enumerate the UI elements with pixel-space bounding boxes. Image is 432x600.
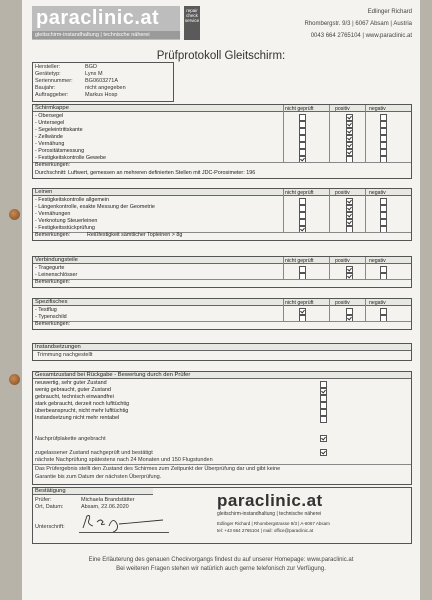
place-date: Absam, 22.06.2020 [81,504,129,510]
remarks-label: Bemerkungen: [35,321,71,327]
section-title: Leinen [33,189,411,196]
checkbox-not-checked[interactable] [299,149,306,156]
condition-checkbox[interactable] [320,388,327,395]
column-header: nicht geprüft [285,105,314,112]
section-0 [32,104,412,179]
footer-line: Bei weiteren Fragen stehen wir natürlich auch gerne telefonisch zur Verfügung. [116,566,326,572]
page-title: Prüfprotokoll Gleitschirm: [156,50,286,62]
check-item-label: - Längenkontrolle, exakte Messung der Geometrie [35,204,155,210]
checkbox-not-checked[interactable] [299,121,306,128]
info-label: Auftraggeber: [35,92,69,98]
info-value: BGD [85,64,97,70]
checkbox-negative[interactable] [380,135,387,142]
column-header: positiv [335,257,350,264]
brand-name: paraclinic.at [36,7,160,29]
checkbox-positive[interactable] [346,219,353,226]
check-item-label: - Obersegel [35,113,64,119]
column-divider [283,105,284,162]
checkbox-not-checked[interactable] [299,114,306,121]
column-header: positiv [335,189,350,196]
condition-checkbox[interactable] [320,395,327,402]
checkbox-positive[interactable] [346,308,353,315]
checkbox-positive[interactable] [346,205,353,212]
condition-checkbox[interactable] [320,416,327,423]
remarks-text: Reißfestigkeit sämtlicher Topleinen > 8g [87,232,183,238]
checkbox-not-checked[interactable] [299,142,306,149]
condition-checkbox[interactable] [320,381,327,388]
checkbox-negative[interactable] [380,266,387,273]
divider [33,464,411,465]
stamp-owner: Edlinger Richard | Rhombergstrasse 9/3 | A-6067 Absam [217,521,330,526]
check-item-label: - Typenschild [35,314,67,320]
remarks-label: Bemerkungen: [35,162,71,168]
side-label: repair check service [184,6,200,40]
column-header: negativ [369,105,386,112]
checkbox-not-checked[interactable] [299,128,306,135]
column-header: negativ [369,299,386,306]
condition-label: wenig gebraucht, guter Zustand [35,387,111,393]
check-item-label: - Segeleintrittskante [35,127,83,133]
section-3 [32,298,412,330]
checkbox-positive[interactable] [346,142,353,149]
column-divider [365,189,366,232]
info-label: Gerätetyp: [35,71,61,77]
column-divider [329,299,330,321]
place-label: Ort, Datum: [35,504,64,510]
checkbox-positive[interactable] [346,114,353,121]
checkbox-positive[interactable] [346,135,353,142]
remarks-divider [33,162,411,163]
address-line: Rhombergstr. 9/3 | 6067 Absam | Austria [304,21,412,27]
condition-checkbox[interactable] [320,409,327,416]
checkbox-positive[interactable] [346,128,353,135]
column-header: nicht geprüft [285,189,314,196]
info-label: Hersteller: [35,64,61,70]
check-item-label: - Testflug [35,307,57,313]
signature [79,512,169,534]
check-item-label: - Festigkeitskontrolle Gewebe [35,155,107,161]
info-value: Markus Hosp [85,92,118,98]
checkbox-negative[interactable] [380,308,387,315]
confirmed-checkbox[interactable] [320,449,327,456]
check-item-label: - Porositätsmessung [35,148,85,154]
checkbox-not-checked[interactable] [299,198,306,205]
repairs-box [32,343,412,361]
info-value: BG0603271A [85,78,119,84]
info-value: nicht angegeben [85,85,126,91]
check-item-label: - Verknotung Steuerleinen [35,218,98,224]
repairs-text: Trimmung nachgestellt [37,352,93,358]
checkbox-not-checked[interactable] [299,212,306,219]
section-title: Spezifisches [33,299,411,306]
section-1 [32,188,412,241]
check-item-label: - Leinenschlösser [35,272,78,278]
checkbox-negative[interactable] [380,198,387,205]
check-item-label: - Festigkeitsstückprüfung [35,225,95,231]
remarks-label: Bemerkungen: [35,279,71,285]
contact-line: 0043 664 2765104 | www.paraclinic.at [310,33,412,39]
column-header: positiv [335,299,350,306]
owner-name: Edlinger Richard [367,9,412,15]
column-header: nicht geprüft [285,257,314,264]
checkbox-negative[interactable] [380,121,387,128]
column-divider [283,257,284,279]
remarks-text: Durchschnitt: Luftwert, gemessen an mehreren definierten Stellen mit JDC-Porosimeter: 196 [35,170,256,176]
brand-tagline: gleitschirm-instandhaltung | technische näherei [32,31,180,39]
column-divider [283,299,284,321]
badge-label: Nachprüfplakette angebracht [35,436,106,442]
remarks-divider [33,321,411,322]
checkbox-positive[interactable] [346,266,353,273]
checkbox-negative[interactable] [380,219,387,226]
repairs-title: Instandsetzungen [33,344,411,351]
section-title: Verbindungsteile [33,257,411,264]
disclaimer-line: Garantie bis zum Datum der nächsten Überprüfung. [35,474,162,480]
info-value: Lynx M [85,71,103,77]
stamp-brand: paraclinic.at [217,491,323,510]
info-label: Seriennummer: [35,78,73,84]
protocol-sheet [22,0,420,600]
company-stamp [205,491,391,541]
column-header: negativ [369,189,386,196]
check-item-label: - Festigkeitskontrolle allgemein [35,197,110,203]
checkbox-negative[interactable] [380,142,387,149]
checkbox-not-checked[interactable] [299,266,306,273]
column-divider [365,105,366,162]
section-title: Schirmkappe [33,105,411,112]
assessment-title: Gesamtzustand bei Rückgabe - Bewertung durch den Prüfer [33,372,411,379]
examiner-label: Prüfer: [35,497,52,503]
info-label: Baujahr: [35,85,56,91]
stamp-contact: tel: +43 664 2765104 | mail: office@paraclinic.at [217,528,314,533]
checkbox-positive[interactable] [346,121,353,128]
assessment-box [32,371,412,485]
column-divider [365,257,366,279]
check-item-label: - Vernähung [35,141,65,147]
next-check: nächste Nachprüfung spätestens nach 24 Monaten und 150 Flugstunden [35,457,213,463]
confirmation-box [32,487,412,544]
confirmation-title: Bestätigung [33,488,153,495]
footer-line: Eine Erläuterung des genauen Checkvorgangs findest du auf unserer Homepage: www.paraclinic.at [88,557,354,563]
checkbox-negative[interactable] [380,114,387,121]
checkbox-negative[interactable] [380,128,387,135]
check-item-label: - Untersegel [35,120,65,126]
checkbox-negative[interactable] [380,149,387,156]
check-item-label: - Vernähungen [35,211,71,217]
condition-label: neuwertig, sehr guter Zustand [35,380,107,386]
brand-logo [32,6,200,40]
column-header: positiv [335,105,350,112]
checkbox-negative[interactable] [380,205,387,212]
info-box [32,62,174,102]
checkbox-negative[interactable] [380,212,387,219]
signature-line [79,532,169,533]
examiner-name: Michaela Brandstätter [81,497,135,503]
condition-label: stark gebraucht, derzeit noch lufttüchtig [35,401,130,407]
condition-label: Instandsetzung nicht mehr rentabel [35,415,120,421]
punch-hole [9,209,20,220]
column-header: negativ [369,257,386,264]
remarks-label: Bemerkungen: [35,232,71,238]
checkbox-not-checked[interactable] [299,135,306,142]
confirmed-label: zugelassener Zustand nachgeprüft und bestätigt [35,450,153,456]
checkbox-positive[interactable] [346,149,353,156]
stamp-tagline: gleitschirm-instandhaltung | technische näherei [217,511,322,517]
condition-checkbox[interactable] [320,402,327,409]
column-header: nicht geprüft [285,299,314,306]
condition-label: gebraucht, technisch einwandfrei [35,394,114,400]
checkbox-positive[interactable] [346,198,353,205]
disclaimer-line: Das Prüfergebnis stellt den Zustand des Schirmes zum Zeitpunkt der Überprüfung dar und gibt keine [35,466,281,472]
signature-label: Unterschrift: [35,524,65,530]
column-divider [329,105,330,162]
column-divider [329,257,330,279]
checkbox-not-checked[interactable] [299,308,306,315]
check-item-label: - Zellwände [35,134,63,140]
badge-checkbox[interactable] [320,435,327,442]
column-divider [329,189,330,232]
checkbox-positive[interactable] [346,212,353,219]
column-divider [283,189,284,232]
punch-hole [9,374,20,385]
remarks-divider [33,279,411,280]
checkbox-not-checked[interactable] [299,205,306,212]
check-item-label: - Tragegurte [35,265,65,271]
checkbox-not-checked[interactable] [299,219,306,226]
address-block [304,6,412,42]
section-2 [32,256,412,288]
column-divider [365,299,366,321]
condition-label: überbeansprucht, nicht mehr lufttüchtig [35,408,129,414]
